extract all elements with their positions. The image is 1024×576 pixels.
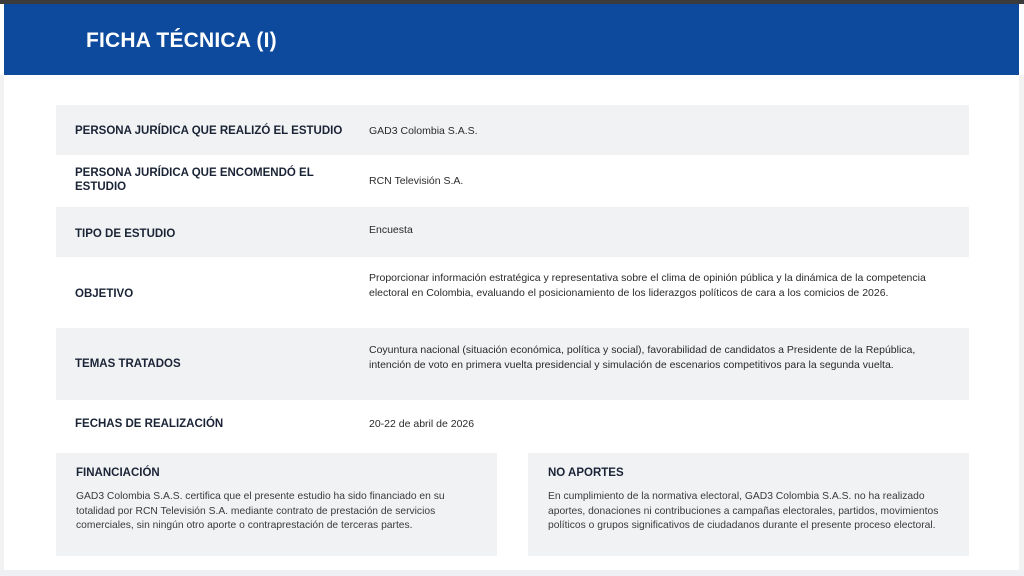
- row-label: OBJETIVO: [75, 288, 134, 300]
- row-value: Encuesta: [369, 224, 413, 236]
- row-value: Proporcionar información estratégica y representativa sobre el clima de opinión pública y la dinámica de la competencia electoral en Colombia, evaluando el posicionamiento de los liderazgos políticos de cara a los comicios de 2026.: [369, 272, 926, 299]
- table-row-objetivo: [56, 257, 969, 328]
- financiacion-heading: FINANCIACIÓN: [76, 467, 160, 479]
- financiacion-text: GAD3 Colombia S.A.S. certifica que el presente estudio ha sido financiado en su totalidad por RCN Televisión S.A. mediante contrato de prestación de servicios comerciales, sin ningún otro aporte o contraprestación de terceras partes.: [76, 491, 445, 531]
- row-label: FECHAS DE REALIZACIÓN: [75, 418, 224, 430]
- no-aportes-heading: NO APORTES: [548, 467, 624, 479]
- header-banner: [4, 4, 1019, 75]
- row-value: RCN Televisión S.A.: [369, 175, 464, 187]
- no-aportes-box: [528, 453, 969, 556]
- table-row-realizo: [56, 105, 969, 155]
- table-row-temas: [56, 328, 969, 400]
- row-label: PERSONA JURÍDICA QUE REALIZÓ EL ESTUDIO: [75, 125, 343, 137]
- row-value: 20-22 de abril de 2026: [369, 418, 475, 430]
- right-border: [1019, 75, 1024, 576]
- row-label: TEMAS TRATADOS: [75, 358, 181, 370]
- row-label: TIPO DE ESTUDIO: [75, 228, 176, 240]
- row-value: GAD3 Colombia S.A.S.: [369, 125, 478, 137]
- row-label: PERSONA JURÍDICA QUE ENCOMENDÓ EL ESTUDIO: [75, 167, 314, 193]
- bottom-border: [0, 570, 1024, 576]
- left-border: [0, 75, 4, 576]
- table-row-encomendo: [56, 155, 969, 207]
- no-aportes-text: En cumplimiento de la normativa electoral, GAD3 Colombia S.A.S. no ha realizado aportes, donaciones ni contribuciones a campañas electorales, partidos, movimientos políticos o grupos significativos de ciudadanos durante el presente proceso electoral.: [548, 491, 939, 531]
- table-row-fechas: [56, 400, 969, 452]
- page-title: FICHA TÉCNICA (I): [86, 29, 277, 52]
- row-value: Coyuntura nacional (situación económica, política y social), favorabilidad de candidatos a Presidente de la República, intención de voto en primera vuelta presidencial y simulación de escenarios competitivos para la segunda vuelta.: [369, 344, 916, 371]
- technical-sheet-table: [56, 105, 969, 452]
- table-row-tipo: [56, 207, 969, 257]
- financiacion-box: [56, 453, 497, 556]
